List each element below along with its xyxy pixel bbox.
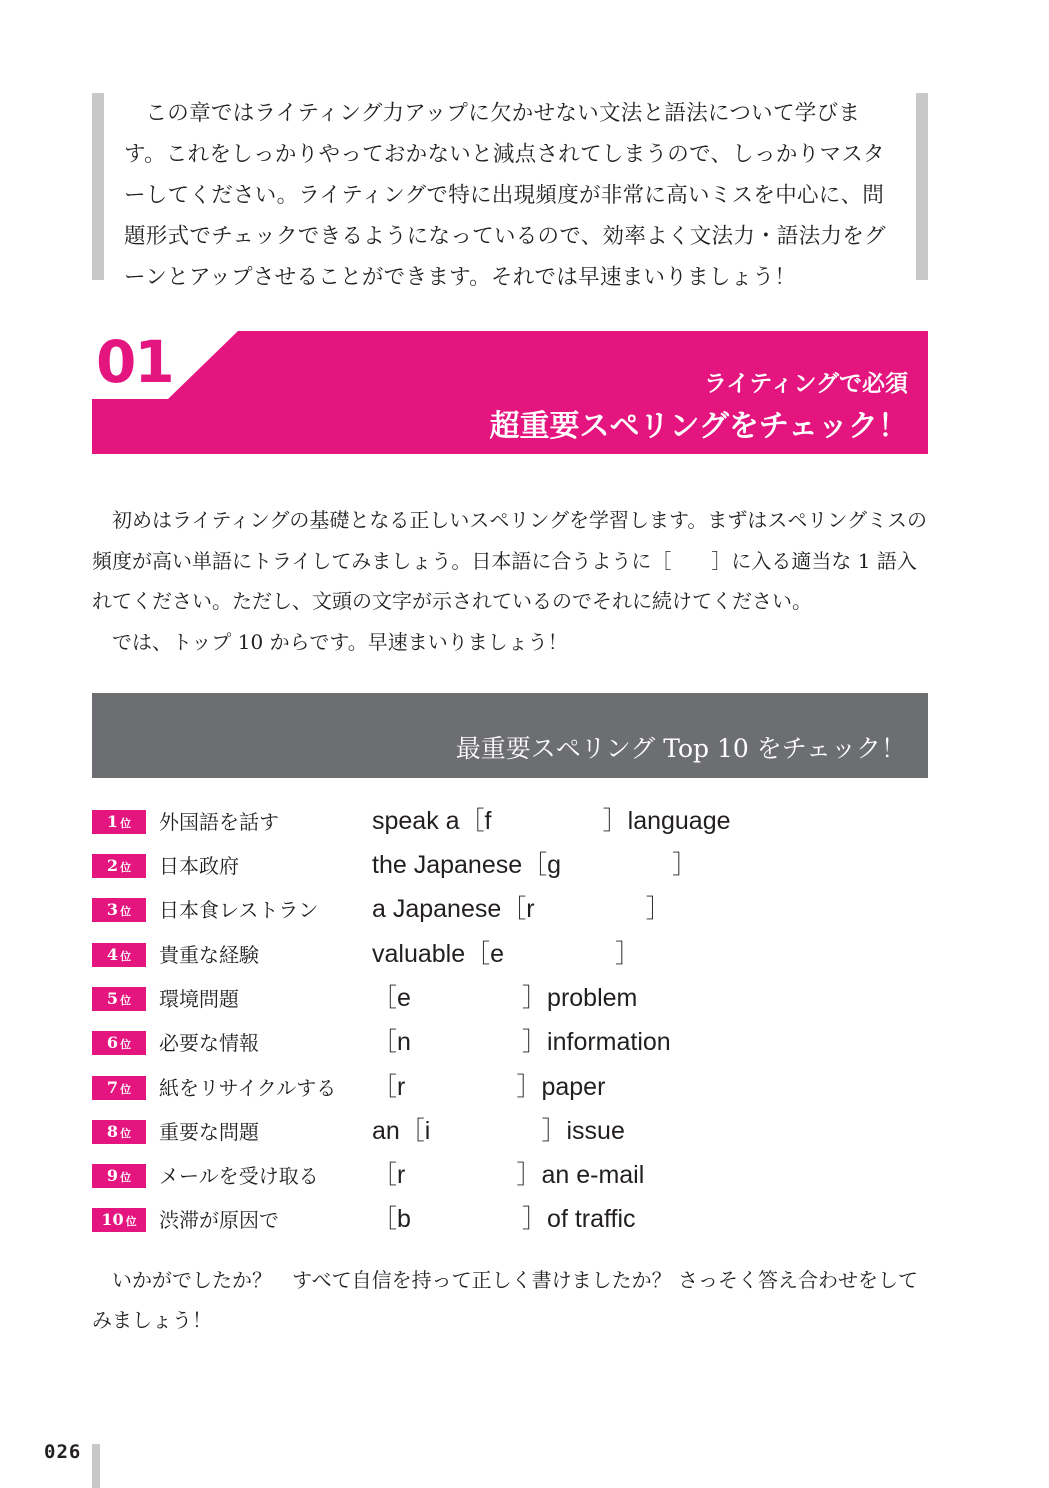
japanese-phrase: 環境問題 [159, 987, 239, 1011]
closing-text [92, 1260, 932, 1340]
rank-badge: 3 位 [92, 898, 146, 922]
english-phrase: ［b ］of traffic [372, 1205, 636, 1233]
english-phrase: a Japanese［r ］ [372, 895, 671, 923]
rank-badge: 10 位 [92, 1208, 146, 1232]
rank-badge: 4 位 [92, 943, 146, 967]
japanese-phrase: 紙をリサイクルする [159, 1076, 337, 1100]
ranking-header-bar [92, 693, 928, 778]
list-item [92, 977, 932, 1021]
rank-badge: 7 位 [92, 1076, 146, 1100]
english-phrase: speak a［f ］language [372, 807, 731, 835]
english-phrase: valuable［e ］ [372, 940, 641, 968]
japanese-phrase: 外国語を話す [159, 810, 279, 834]
section-header [92, 328, 928, 454]
closing-paragraph: いかがでしたか？ すべて自信を持って正しく書けましたか？ さっそく答え合わせをしてみましょう！ [92, 1268, 918, 1332]
english-phrase: ［r ］an e-mail [372, 1161, 645, 1189]
english-phrase: the Japanese［g ］ [372, 851, 698, 879]
intro-text: この章ではライティング力アップに欠かせない文法と語法について学びます。これをしっかりやっておかないと減点されてしまうので、しっかりマスターしてください。ライティングで特に出現頻度が非常に高いミスを中心に、問題形式でチェックできるようになっているので、効率よく文法力・語法力をグーンとアップさせることができます。それでは早速まいりましょう！ [124, 101, 886, 290]
japanese-phrase: 渋滞が原因で [159, 1208, 279, 1232]
section-title: 超重要スペリングをチェック！ [489, 409, 908, 444]
list-item [92, 888, 932, 932]
list-item [92, 1198, 932, 1242]
instructions-paragraph: 初めはライティングの基礎となる正しいスペリングを学習します。まずはスペリングミスの頻度が高い単語にトライしてみましょう。日本語に合うように［ ］に入る適当な 1 語入れてください。ただし、文頭の文字が示されているのでそれに続けてください。 [92, 508, 927, 613]
rank-badge: 8 位 [92, 1120, 146, 1144]
list-item [92, 933, 932, 977]
japanese-phrase: 必要な情報 [159, 1031, 259, 1055]
section-number: 01 [96, 328, 173, 396]
japanese-phrase: 重要な問題 [159, 1120, 259, 1144]
page-number-bar [92, 1444, 100, 1488]
page-number: 026 [44, 1441, 82, 1463]
japanese-phrase: 貴重な経験 [159, 943, 259, 967]
rank-badge: 6 位 [92, 1031, 146, 1055]
list-item [92, 1110, 932, 1154]
japanese-phrase: 日本食レストラン [159, 898, 319, 922]
rank-badge: 2 位 [92, 854, 146, 878]
section-subtitle: ライティングで必須 [703, 370, 908, 397]
rank-badge: 5 位 [92, 987, 146, 1011]
english-phrase: ［r ］paper [372, 1073, 606, 1101]
rank-badge: 1 位 [92, 810, 146, 834]
japanese-phrase: 日本政府 [159, 854, 239, 878]
rank-badge: 9 位 [92, 1164, 146, 1188]
list-item [92, 844, 932, 888]
english-phrase: ［n ］information [372, 1028, 671, 1056]
instructions-paragraph: では、トップ 10 からです。早速まいりましょう！ [112, 629, 568, 654]
instructions [92, 500, 932, 662]
english-phrase: an［i ］issue [372, 1117, 625, 1145]
english-phrase: ［e ］problem [372, 984, 638, 1012]
japanese-phrase: メールを受け取る [159, 1164, 319, 1188]
list-item [92, 800, 932, 844]
list-item [92, 1066, 932, 1110]
ranking-header: 最重要スペリング Top 10 をチェック！ [455, 734, 906, 763]
list-item [92, 1021, 932, 1065]
list-item [92, 1154, 932, 1198]
intro-box [92, 93, 928, 290]
